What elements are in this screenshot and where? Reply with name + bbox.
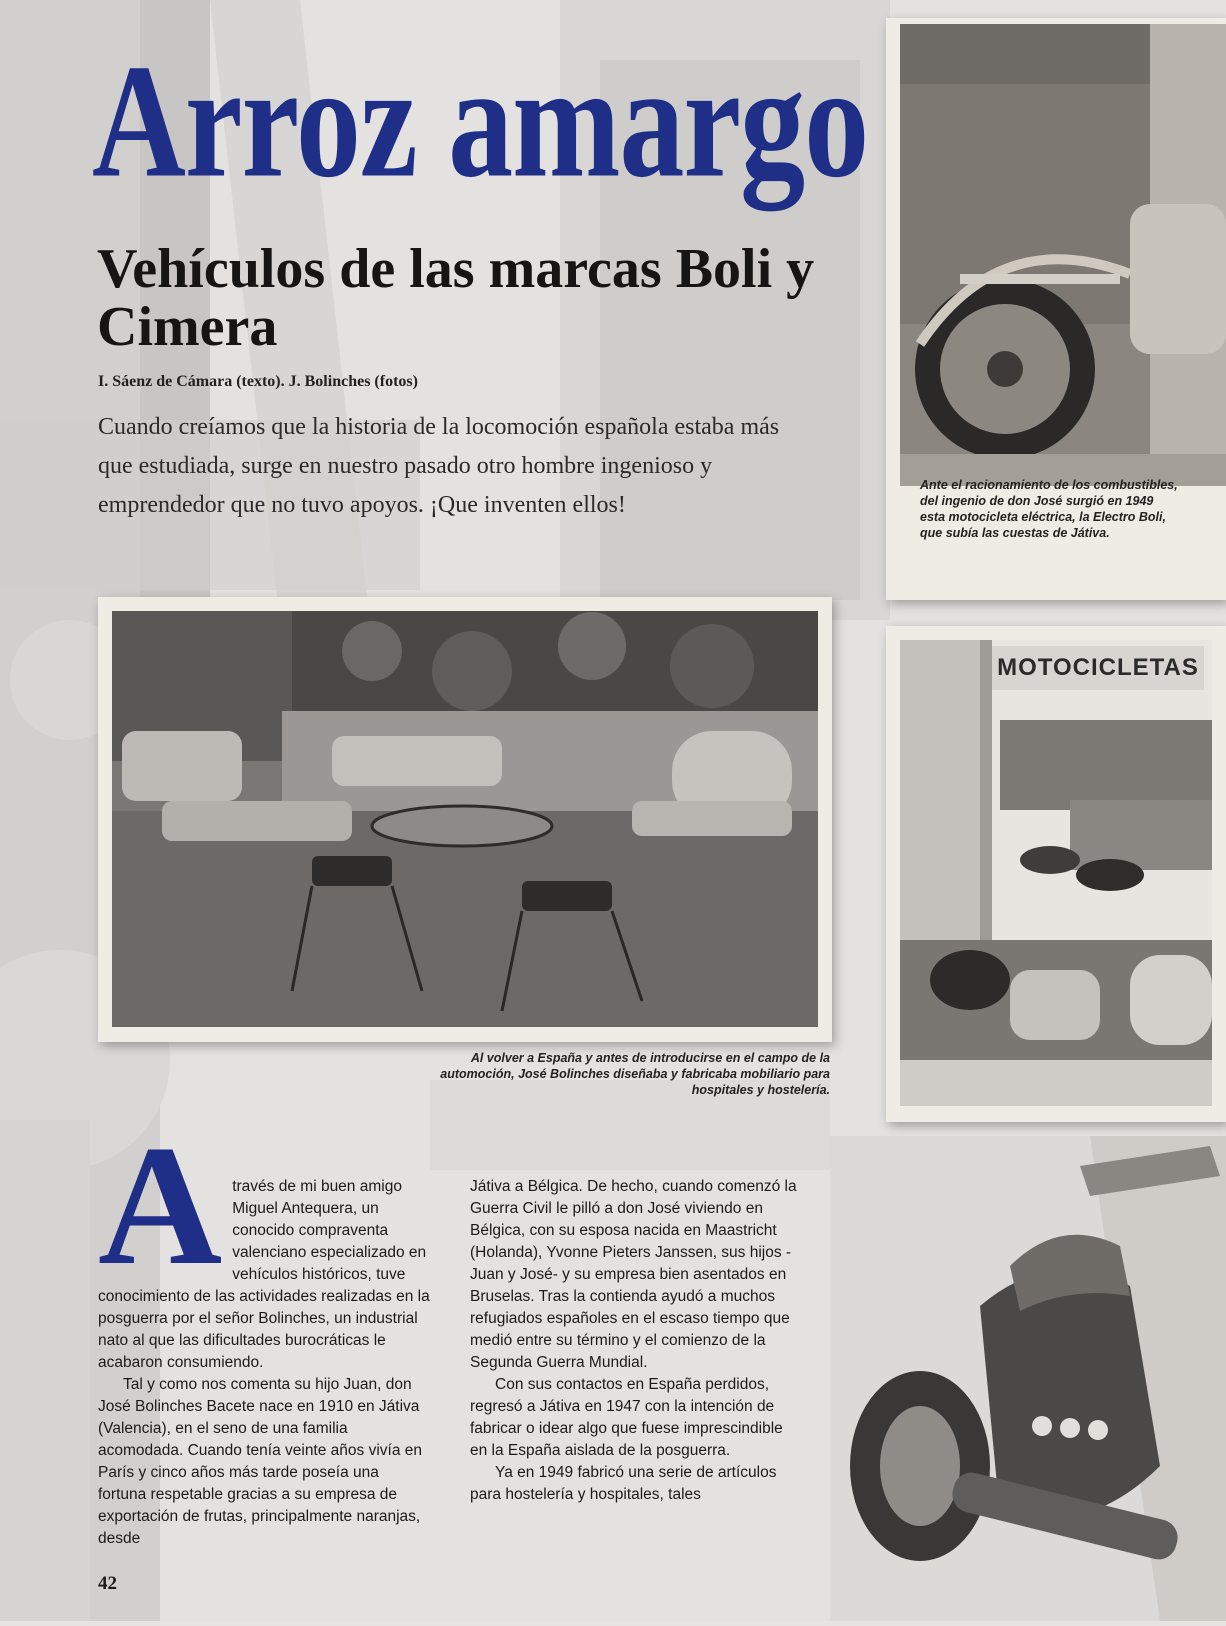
body-paragraph: Tal y como nos comenta su hijo Juan, don José Bolinches Bacete nace en 1910 en Játiva (Valencia), en el seno de una familia acomodada. Cuando tenía veinte años vivía en París y cinco años más tarde poseía una fortuna respetable gracias a su empresa de exportación de frutas, principalmente naranjas, desde [98, 1376, 423, 1547]
article-title: Arroz amargo [92, 31, 869, 212]
scooter-photo-frame [830, 1136, 1226, 1621]
body-paragraph: través de mi buen amigo Miguel Antequera, un conocido compraventa valenciano especializado en vehículos históricos, tuve conocimiento de las actividades realizadas en la posguerra por el señor Bolinches, un industrial nato al que las dificultades burocráticas le acabaron consumiendo. [98, 1178, 430, 1371]
drop-cap: A [98, 1111, 223, 1301]
page-number: 42 [98, 1573, 117, 1594]
caption-furniture: Al volver a España y antes de introducirse en el campo de la automoción, José Bolinches diseñaba y fabricaba mobiliario para hospitales y hostelería. [440, 1051, 830, 1097]
byline: I. Sáenz de Cámara (texto). J. Bolinches (fotos) [98, 373, 418, 390]
body-column-1 [98, 1111, 431, 1550]
exhibition-photo-frame [886, 626, 1226, 1122]
furniture-photo-frame [98, 597, 832, 1042]
body-column-2 [470, 1176, 803, 1506]
caption-motorcycle: Ante el racionamiento de los combustibles, del ingenio de don José surgió en 1949 esta motocicleta eléctrica, la Electro Boli, que subía las cuestas de Játiva. [920, 478, 1178, 540]
article-subtitle: Vehículos de las marcas Boli y Cimera [97, 238, 815, 358]
body-paragraph: Con sus contactos en España perdidos, regresó a Játiva en 1947 con la intención de fabricar o idear algo que fuese imprescindible en la España aislada de la posguerra. [470, 1376, 783, 1459]
poster-text: MOTOCICLETAS [992, 646, 1204, 690]
furniture-photo [112, 611, 818, 1027]
motorcycle-photo [900, 24, 1226, 486]
intro-paragraph: Cuando creíamos que la historia de la locomoción española estaba más que estudiada, surge en nuestro pasado otro hombre ingenioso y emprendedor que no tuvo apoyos. ¡Que inventen ellos! [98, 414, 780, 518]
body-paragraph: Játiva a Bélgica. De hecho, cuando comenzó la Guerra Civil le pilló a don José viviendo en Bélgica, con su esposa nacida en Maastricht (Holanda), Yvonne Pieters Janssen, sus hijos -Juan y José- y su empresa bien asentados en Bruselas. Tras la contienda ayudó a muchos refugiados españoles en el escaso tiempo que medió entre su término y el comienzo de la Segunda Guerra Mundial. [470, 1178, 797, 1371]
body-paragraph: Ya en 1949 fabricó una serie de artículos para hostelería y hospitales, tales [470, 1464, 777, 1503]
scooter-photo [830, 1136, 1226, 1621]
exhibition-photo [900, 640, 1212, 1106]
